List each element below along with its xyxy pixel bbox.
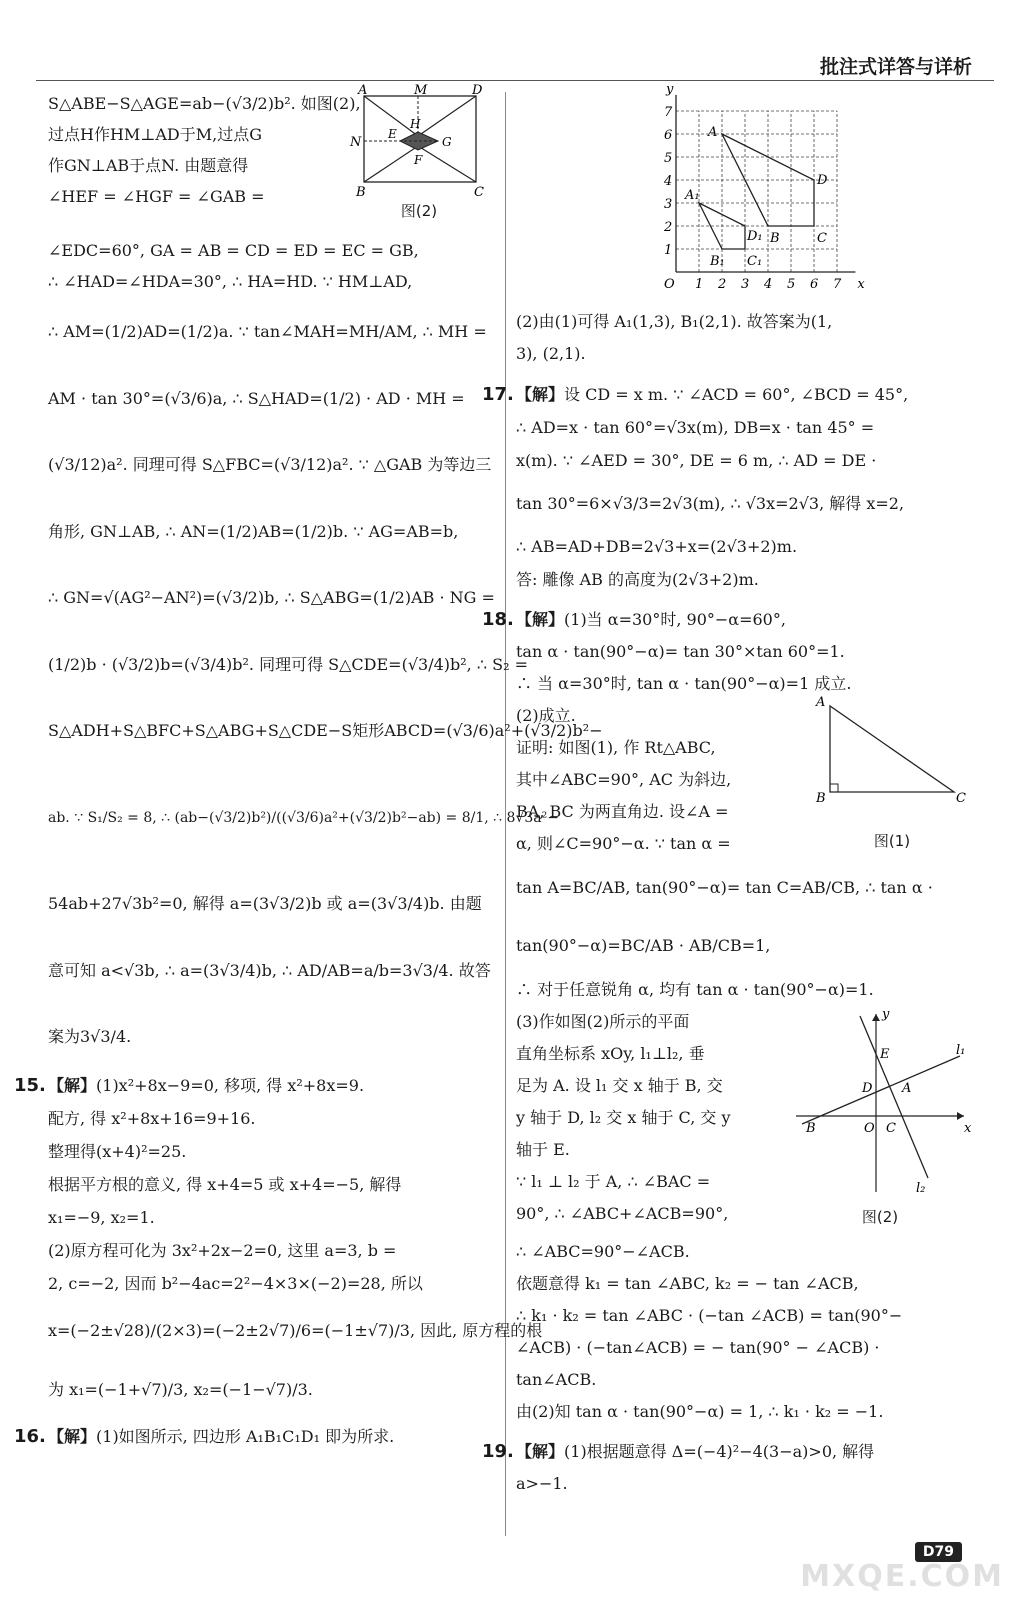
y-tick-label: 6 xyxy=(664,128,673,143)
point-label-C: C xyxy=(817,231,827,246)
text-line: ∴ AB=AD+DB=2√3+x=(2√3+2)m. xyxy=(516,537,798,556)
fig-label-E: E xyxy=(388,127,397,141)
fig-label-l1: l₁ xyxy=(956,1043,966,1058)
text-line: (1)当 α=30°时, 90°−α=60°, xyxy=(564,610,786,629)
text-line: 由(2)知 tan α · tan(90°−α) = 1, ∴ k₁ · k₂ = −1. xyxy=(516,1402,884,1421)
watermark: MXQE.COM xyxy=(800,1559,1004,1594)
text-line: 角形, GN⊥AB, ∴ AN=(1/2)AB=(1/2)b. ∵ AG=AB=b, xyxy=(48,521,459,541)
fig-label-M: M xyxy=(414,83,428,98)
text-line: AM · tan 30°=(√3/6)a, ∴ S△HAD=(1/2) · AD · MH = xyxy=(48,388,465,408)
header-title: 批注式详答与详析 xyxy=(819,56,972,78)
point-label-D1: D₁ xyxy=(747,229,763,244)
text-line: (1/2)b · (√3/2)b=(√3/4)b². 同理可得 S△CDE=(√3/4)b², ∴ S₂ = xyxy=(48,654,528,674)
text-line: ab. ∵ S₁/S₂ = 8, ∴ (ab−(√3/2)b²)/((√3/6)a²+(√3/2)b²−ab) = 8/1, ∴ 8√3a²− xyxy=(48,809,559,826)
coordinate-grid-figure xyxy=(646,81,978,302)
origin-label: O xyxy=(664,277,675,292)
text-line: x(m). ∵ ∠AED = 30°, DE = 6 m, ∴ AD = DE · xyxy=(516,451,877,470)
x-tick-label: 3 xyxy=(741,277,750,292)
text-line: α, 则∠C=90°−α. ∵ tan α = xyxy=(516,834,731,853)
text-line: 证明: 如图(1), 作 Rt△ABC, xyxy=(516,738,716,757)
text-line: 足为 A. 设 l₁ 交 x 轴于 B, 交 xyxy=(516,1076,723,1095)
text-line: tan 30°=6×√3/3=2√3(m), ∴ √3x=2√3, 解得 x=2, xyxy=(516,494,905,513)
answer-tag: 【解】 xyxy=(48,1075,97,1095)
fig-label-A: A xyxy=(902,1081,912,1096)
x-tick-label: 4 xyxy=(764,277,773,292)
q18-part3-block xyxy=(516,1006,978,1236)
x-tick-label: 5 xyxy=(787,277,796,292)
text-line: 根据平方根的意义, 得 x+4=5 或 x+4=−5, 解得 xyxy=(48,1174,402,1194)
point-label-B: B xyxy=(770,231,780,246)
fig-label-E: E xyxy=(880,1047,890,1062)
text-line: (2)成立. xyxy=(516,706,576,725)
x-tick-label: 7 xyxy=(833,277,842,292)
fig-label-C: C xyxy=(474,185,484,200)
answer-tag: 【解】 xyxy=(48,1426,97,1446)
figure-rectangle-2-svg xyxy=(344,84,494,204)
text-line: 过点H作HM⊥AD于M,过点G xyxy=(48,125,262,144)
x-tick-label: 2 xyxy=(718,277,727,292)
header-rule xyxy=(36,80,994,81)
fig-label-B: B xyxy=(356,185,366,200)
text-line: ∵ l₁ ⊥ l₂ 于 A, ∴ ∠BAC = xyxy=(516,1172,711,1191)
point-label-A: A xyxy=(708,125,718,140)
coordinate-grid-svg xyxy=(646,81,866,302)
fig-label-H: H xyxy=(410,117,421,131)
q14-intro-block xyxy=(48,83,484,221)
q16-continued xyxy=(516,306,978,370)
fig-label-B: B xyxy=(806,1121,816,1136)
text-line: tan(90°−α)=BC/AB · AB/CB=1, xyxy=(516,936,771,955)
text-line: ∠EDC=60°, GA = AB = CD = ED = EC = GB, xyxy=(48,241,419,260)
y-tick-label: 4 xyxy=(664,174,673,189)
page-number: D79 xyxy=(915,1542,962,1562)
text-line: ∴ 当 α=30°时, tan α · tan(90°−α)=1 成立. xyxy=(516,674,852,693)
text-line: ∴ k₁ · k₂ = tan ∠ABC · (−tan ∠ACB) = tan(90°− xyxy=(516,1306,903,1325)
y-tick-label: 1 xyxy=(664,243,673,258)
perpendicular-lines-svg xyxy=(788,1006,972,1196)
fig-label-B: B xyxy=(816,791,826,806)
text-line: (1)x²+8x−9=0, 移项, 得 x²+8x=9. xyxy=(96,1075,365,1095)
point-label-D: D xyxy=(817,173,828,188)
figure-perpendicular-lines-2 xyxy=(788,1006,972,1233)
text-line: 整理得(x+4)²=25. xyxy=(48,1141,187,1161)
fig-label-D: D xyxy=(862,1081,873,1096)
figure-caption: 图(2) xyxy=(400,202,438,221)
text-line: 轴于 E. xyxy=(516,1140,570,1159)
y-tick-label: 7 xyxy=(664,105,673,120)
x-tick-label: 6 xyxy=(810,277,819,292)
text-line: 2, c=−2, 因而 b²−4ac=2²−4×3×(−2)=28, 所以 xyxy=(48,1273,423,1293)
fig-label-x: x xyxy=(964,1121,972,1136)
fig-label-D: D xyxy=(472,83,483,98)
y-tick-label: 2 xyxy=(664,220,673,235)
text-line: tan∠ACB. xyxy=(516,1370,597,1389)
fig-label-C: C xyxy=(886,1121,896,1136)
text-line: ∴ ∠ABC=90°−∠ACB. xyxy=(516,1242,690,1261)
question-number: 15. xyxy=(14,1074,46,1096)
answer-tag: 【解】 xyxy=(516,610,565,629)
text-line: ∴ AD=x · tan 60°=√3x(m), DB=x · tan 45° = xyxy=(516,418,875,437)
text-line: S△ABE−S△AGE=ab−(√3/2)b². 如图(2), xyxy=(48,94,361,113)
question-number: 18. xyxy=(482,609,514,630)
text-line: 配方, 得 x²+8x+16=9+16. xyxy=(48,1108,256,1128)
question-16 xyxy=(14,1425,484,1448)
text-line: 54ab+27√3b²=0, 解得 a=(3√3/2)b 或 a=(3√3/4)b. 由题 xyxy=(48,894,482,913)
text-line: ∴ AM=(1/2)AD=(1/2)a. ∵ tan∠MAH=MH/AM, ∴ MH = xyxy=(48,322,487,341)
question-17 xyxy=(482,378,978,596)
text-line: 直角坐标系 xOy, l₁⊥l₂, 垂 xyxy=(516,1044,705,1063)
text-line: 作GN⊥AB于点N. 由题意得 xyxy=(48,156,249,175)
point-label-C1: C₁ xyxy=(747,254,763,269)
fig-label-A: A xyxy=(358,83,368,98)
text-line: 90°, ∴ ∠ABC+∠ACB=90°, xyxy=(516,1204,729,1223)
text-line: (2)原方程可化为 3x²+2x−2=0, 这里 a=3, b = xyxy=(48,1240,397,1260)
text-line: x=(−2±√28)/(2×3)=(−2±2√7)/6=(−1±√7)/3, 因此, 原方程的根 xyxy=(48,1320,543,1340)
fig-label-C: C xyxy=(956,791,966,806)
text-line: ∴ ∠HAD=∠HDA=30°, ∴ HA=HD. ∵ HM⊥AD, xyxy=(48,271,413,291)
answer-tag: 【解】 xyxy=(516,1442,565,1461)
text-line: ∴ GN=√(AG²−AN²)=(√3/2)b, ∴ S△ABG=(1/2)AB · NG = xyxy=(48,588,495,607)
y-axis-label: y xyxy=(666,81,674,97)
text-line: y 轴于 D, l₂ 交 x 轴于 C, 交 y xyxy=(516,1108,731,1127)
text-line: 答: 雕像 AB 的高度为(2√3+2)m. xyxy=(516,570,759,589)
text-line: (2)由(1)可得 A₁(1,3), B₁(2,1). 故答案为(1, xyxy=(516,312,833,331)
text-line: (1)如图所示, 四边形 A₁B₁C₁D₁ 即为所求. xyxy=(96,1426,395,1446)
text-line: 设 CD = x m. ∵ ∠ACD = 60°, ∠BCD = 45°, xyxy=(564,385,909,404)
fig-label-F: F xyxy=(414,153,423,167)
text-line: 意可知 a<√3b, ∴ a=(3√3/4)b, ∴ AD/AB=a/b=3√3/4. 故答 xyxy=(48,960,491,980)
text-line: 3), (2,1). xyxy=(516,344,586,363)
text-line: S△ADH+S△BFC+S△ABG+S△CDE−S矩形ABCD=(√3/6)a²+(√3/2)b²− xyxy=(48,721,603,740)
x-tick-label: 1 xyxy=(695,277,704,292)
text-line: (√3/12)a². 同理可得 S△FBC=(√3/12)a². ∵ △GAB 为等边三 xyxy=(48,455,492,474)
point-label-A1: A₁ xyxy=(685,188,700,203)
fig-label-l2: l₂ xyxy=(916,1181,926,1196)
question-number: 16. xyxy=(14,1425,46,1447)
x-axis-label: x xyxy=(857,277,865,292)
text-line: (1)根据题意得 Δ=(−4)²−4(3−a)>0, 解得 xyxy=(564,1442,875,1461)
text-line: 为 x₁=(−1+√7)/3, x₂=(−1−√7)/3. xyxy=(48,1379,313,1399)
fig-label-A: A xyxy=(816,695,826,710)
text-line: tan α · tan(90°−α)= tan 30°×tan 60°=1. xyxy=(516,642,845,661)
text-line: ∴ 对于任意锐角 α, 均有 tan α · tan(90°−α)=1. xyxy=(516,980,874,999)
text-line: x₁=−9, x₂=1. xyxy=(48,1207,155,1227)
figure-right-triangle-1 xyxy=(812,692,972,857)
text-line: tan A=BC/AB, tan(90°−α)= tan C=AB/CB, ∴ tan α · xyxy=(516,878,933,897)
fig-label-G: G xyxy=(442,135,452,149)
answer-tag: 【解】 xyxy=(516,385,565,404)
question-18 xyxy=(482,604,978,1428)
text-line: (3)作如图(2)所示的平面 xyxy=(516,1012,690,1031)
y-tick-label: 5 xyxy=(664,151,673,166)
fig-label-O: O xyxy=(864,1121,875,1136)
right-column xyxy=(482,81,978,1500)
question-number: 17. xyxy=(482,384,514,405)
text-line: a>−1. xyxy=(516,1474,568,1493)
text-line: 其中∠ABC=90°, AC 为斜边, xyxy=(516,770,732,789)
text-line: BA, BC 为两直角边. 设∠A = xyxy=(516,802,729,821)
figure-rectangle-2 xyxy=(344,84,494,220)
text-line: 依题意得 k₁ = tan ∠ABC, k₂ = − tan ∠ACB, xyxy=(516,1274,859,1293)
text-line: ∠ACB) · (−tan∠ACB) = − tan(90° − ∠ACB) · xyxy=(516,1338,880,1357)
right-triangle-svg xyxy=(812,692,972,822)
fig-label-N: N xyxy=(350,135,362,150)
fig-label-y: y xyxy=(882,1007,890,1022)
y-tick-label: 3 xyxy=(664,197,673,212)
figure-caption: 图(2) xyxy=(861,1208,899,1226)
text-line: ∠HEF = ∠HGF = ∠GAB = xyxy=(48,187,265,206)
question-19 xyxy=(482,1436,978,1500)
point-label-B1: B₁ xyxy=(710,254,725,269)
text-line: 案为3√3/4. xyxy=(48,1027,132,1046)
question-number: 19. xyxy=(482,1441,514,1462)
figure-caption: 图(1) xyxy=(873,832,911,850)
